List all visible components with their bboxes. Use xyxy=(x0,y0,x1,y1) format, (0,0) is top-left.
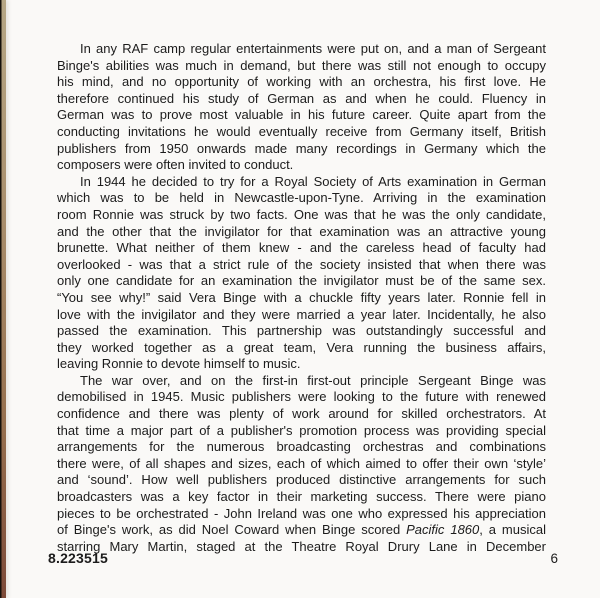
text-line: starring Mary Martin, staged at the Theatre Royal Drury Lane in December xyxy=(57,538,546,554)
text-segment: of Binge's work, as did Noel Coward when Binge scored xyxy=(57,522,407,538)
text-line: that time a major part of a publisher's promotion process was providing special xyxy=(57,422,546,438)
text-line: love with the invigilator and they were married a year later. Incidentally, he also xyxy=(57,306,546,322)
page-footer xyxy=(48,550,558,566)
musical-title-italic: Pacific 1860 xyxy=(406,522,480,538)
text-line: conducting invitations he would eventually receive from Germany itself, British xyxy=(57,123,546,139)
text-line: pieces to be orchestrated - John Ireland was one who expressed his appreciation xyxy=(57,505,546,521)
text-line: therefore continued his study of German as and when he could. Fluency in xyxy=(57,90,546,106)
page-number: 6 xyxy=(550,551,558,566)
text-line: brunette. What neither of them knew - and the careless head of faculty had xyxy=(57,240,546,256)
text-line: which was to be held in Newcastle-upon-Tyne. Arriving in the examination xyxy=(57,190,546,206)
text-line: leaving Ronnie to devote himself to music. xyxy=(57,356,301,372)
text-line: broadcasters was a key factor in their marketing success. There were piano xyxy=(57,489,546,505)
text-line: confidence and there was plenty of work around for skilled orchestrators. At xyxy=(57,406,546,422)
text-line-with-italic xyxy=(57,522,546,539)
text-line: The war over, and on the first-in first-out principle Sergeant Binge was xyxy=(80,372,546,388)
text-line: they worked together as a great team, Vera running the business affairs, xyxy=(57,339,546,355)
text-line: composers were often invited to conduct. xyxy=(57,157,294,173)
text-line: only one candidate for an examination the invigilator must be of the same sex. xyxy=(57,273,546,289)
text-line: there were, of all shapes and sizes, each of which aimed to offer their own ‘style’ xyxy=(57,455,546,471)
text-line: passed the examination. This partnership was outstandingly successful and xyxy=(57,323,546,339)
body-text xyxy=(57,41,546,555)
text-line: and ‘sound’. How well publishers produced distinctive arrangements for such xyxy=(57,472,546,488)
text-line: overlooked - was that a strict rule of the society insisted that when there was xyxy=(57,256,546,272)
text-line: room Ronnie was struck by two facts. One was that he was the only candidate, xyxy=(57,206,546,222)
text-line: In any RAF camp regular entertainments were put on, and a man of Sergeant xyxy=(80,41,546,56)
page-edge-scan-artifact xyxy=(0,0,6,598)
text-line: Binge's abilities was much in demand, but there was still not enough to occupy xyxy=(57,57,546,73)
text-line: demobilised in 1945. Music publishers were looking to the future with renewed xyxy=(57,389,546,405)
text-line: and the other that the invigilator for that examination was an attractive young xyxy=(57,223,546,239)
text-line: his mind, and no opportunity of working with an orchestra, his first love. He xyxy=(57,74,546,90)
text-line: arrangements for the numerous broadcasting orchestras and combinations xyxy=(57,439,546,455)
text-line: publishers from 1950 onwards made many recordings in Germany which the xyxy=(57,140,546,156)
text-line: In 1944 he decided to try for a Royal Society of Arts examination in German xyxy=(80,173,546,189)
text-segment: , a musical xyxy=(479,522,546,538)
catalog-number: 8.223515 xyxy=(48,550,108,566)
text-line: “You see why!” said Vera Binge with a chuckle fifty years later. Ronnie fell in xyxy=(57,289,546,305)
text-line: German was to prove most valuable in his future career. Quite apart from the xyxy=(57,107,546,123)
